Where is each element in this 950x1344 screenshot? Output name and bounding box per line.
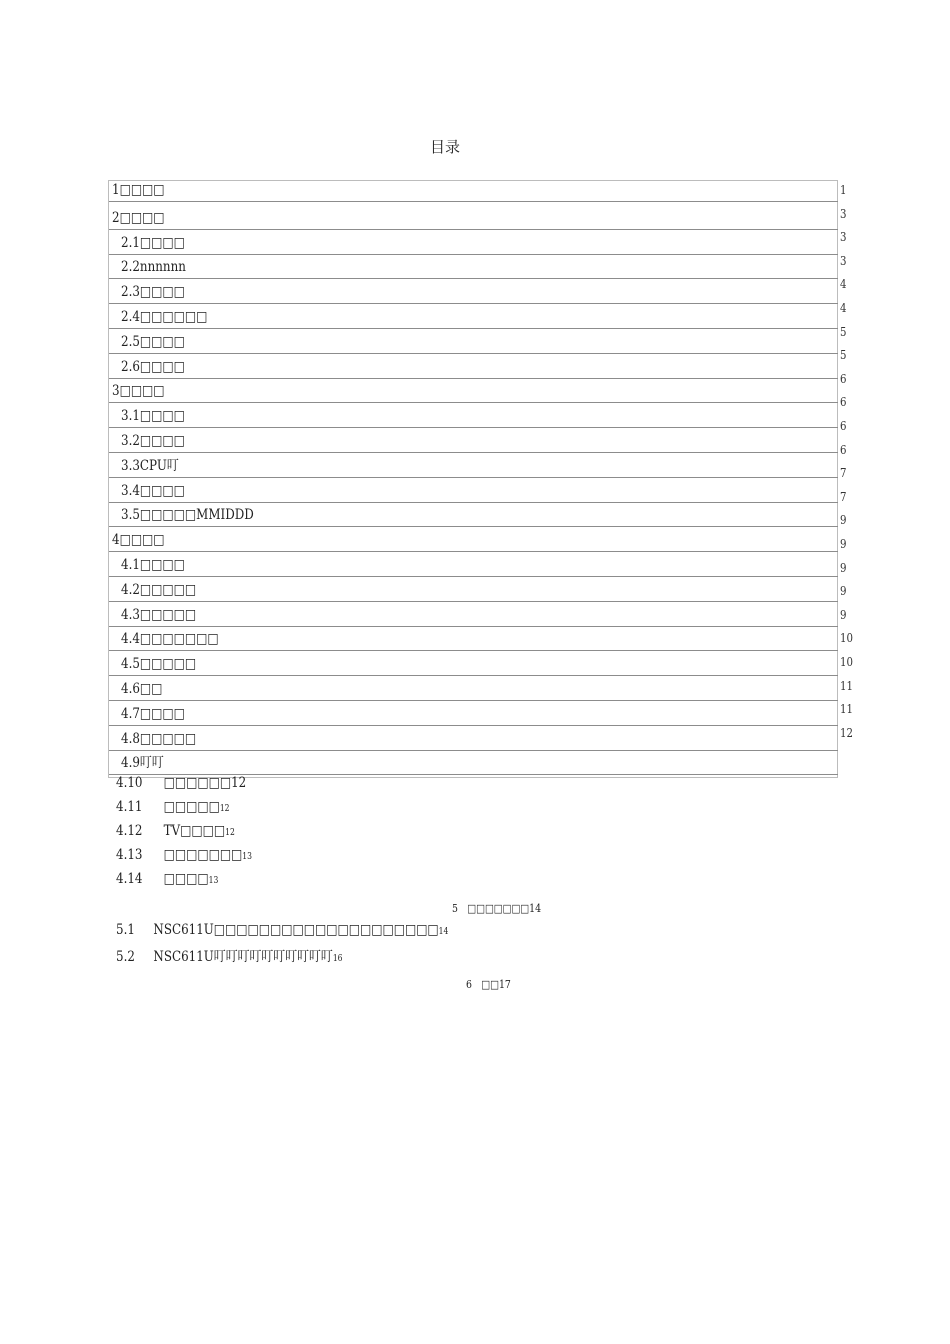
toc-entry-label: 3.2□□□□: [121, 433, 185, 449]
entry-title: □□□□□□: [163, 775, 232, 791]
entry-page: 13: [242, 852, 253, 862]
toc-entry[interactable]: [116, 823, 235, 839]
toc-entry-label: 4.2□□□□□: [121, 581, 197, 598]
toc-entry-label: 4.6□□: [121, 681, 163, 697]
entry-page: 13: [208, 876, 219, 886]
toc-page-number: 6: [840, 371, 847, 386]
entry-page: 14: [438, 927, 449, 937]
page-title: 目录: [429, 138, 460, 156]
toc-entry-label: 3.1□□□□: [121, 408, 185, 425]
toc-page-number: 11: [840, 678, 853, 693]
toc-page-number: 6: [840, 419, 847, 433]
entry-title: □□□□: [163, 871, 209, 887]
toc-entry-label: 4.1□□□□: [121, 557, 185, 573]
entry-title: □□□□□: [163, 799, 220, 815]
toc-entry-label: 2.6□□□□: [121, 358, 185, 375]
entry-title: NSC611U□□□□□□□□□□□□□□□□□□□□: [153, 922, 439, 938]
toc-page-number: 4: [840, 277, 847, 292]
toc-entry[interactable]: [116, 847, 252, 863]
toc-entry[interactable]: [109, 454, 838, 478]
toc-entry-label: 3.3CPU叮: [121, 457, 179, 474]
toc-entry[interactable]: [109, 578, 838, 602]
toc-entry-label: 4.8□□□□□: [121, 730, 197, 747]
toc-page-number: 6: [840, 395, 847, 410]
toc-page-number: 7: [840, 489, 847, 504]
entry-number: 4.13: [116, 847, 143, 863]
toc-page-number: 10: [840, 631, 853, 646]
toc-entry-label: 4□□□□: [112, 532, 165, 549]
entry-title: NSC611U叮叮叮叮叮叮叮叮叮叮: [153, 949, 333, 965]
entry-number: 4.12: [116, 823, 143, 839]
entry-number: 4.11: [116, 799, 143, 815]
toc-page-number: 3: [840, 253, 847, 268]
toc-table: [108, 180, 838, 778]
toc-entry-label: 2.1□□□□: [121, 234, 185, 251]
entry-page: 12: [225, 828, 235, 838]
toc-entry[interactable]: [109, 503, 838, 527]
toc-page-number: 12: [840, 725, 853, 740]
toc-page-number: 9: [840, 584, 847, 599]
toc-entry-label: 2.3□□□□: [121, 284, 185, 301]
toc-entry[interactable]: [109, 727, 838, 751]
toc-entry-label: 4.9叮叮: [121, 755, 164, 772]
toc-entry-label: 2.4□□□□□□: [121, 309, 208, 325]
entry-number: 5.1: [116, 922, 135, 938]
toc-page-number: 9: [840, 560, 847, 575]
toc-page-number: 6: [840, 442, 847, 457]
toc-entry[interactable]: [109, 379, 838, 403]
toc-entry-label: 4.7□□□□: [121, 705, 185, 722]
toc-entry-label: 4.4□□□□□□□: [121, 631, 219, 648]
toc-entry[interactable]: [109, 429, 838, 453]
toc-entry[interactable]: [109, 231, 838, 255]
chapter-5-heading: 5 □□□□□□□14: [452, 902, 542, 915]
toc-page-number: 11: [840, 702, 853, 717]
toc-entry[interactable]: [109, 702, 838, 726]
toc-entry[interactable]: [109, 330, 838, 354]
toc-entry[interactable]: [109, 206, 838, 230]
entry-title: □□□□□□□: [163, 847, 243, 863]
toc-page-number: 10: [840, 655, 853, 669]
toc-entry[interactable]: [109, 528, 838, 552]
toc-entry[interactable]: [109, 404, 838, 428]
toc-entry[interactable]: [109, 751, 838, 775]
toc-entry[interactable]: [109, 479, 838, 503]
entry-number: 5.2: [116, 949, 135, 965]
toc-page-number: 9: [840, 513, 847, 528]
entry-number: 4.10: [116, 775, 143, 791]
toc-page-number: 1: [840, 183, 847, 197]
entry-number: 4.14: [116, 871, 143, 887]
toc-entry[interactable]: [116, 922, 448, 938]
entry-page: 12: [231, 775, 247, 791]
toc-page-number: 3: [840, 206, 847, 221]
toc-page-number: 5: [840, 324, 847, 339]
toc-entry[interactable]: [116, 871, 218, 887]
toc-entry[interactable]: [109, 255, 838, 279]
toc-entry[interactable]: [109, 652, 838, 676]
toc-page-number: 9: [840, 607, 847, 622]
toc-entry[interactable]: [109, 355, 838, 379]
toc-entry[interactable]: [116, 799, 230, 815]
toc-entry[interactable]: [109, 305, 838, 329]
toc-entry[interactable]: [116, 775, 246, 791]
chapter-6-heading: 6 □□17: [466, 978, 511, 991]
entry-page: 16: [332, 954, 343, 964]
toc-page-number: 4: [840, 301, 847, 315]
toc-entry-label: 4.5□□□□□: [121, 656, 197, 673]
entry-page: 12: [219, 804, 230, 814]
toc-entry[interactable]: [116, 946, 343, 966]
toc-entry-label: 3□□□□: [112, 383, 165, 400]
toc-entry-label: 2.2nnnnnn: [121, 259, 186, 276]
toc-entry-label: 2□□□□: [112, 209, 165, 226]
toc-entry[interactable]: [109, 178, 838, 202]
toc-page-number: 7: [840, 466, 847, 481]
toc-page-number: 9: [840, 537, 847, 551]
toc-entry[interactable]: [109, 280, 838, 304]
toc-entry[interactable]: [109, 603, 838, 627]
toc-page-number: 3: [840, 230, 847, 245]
toc-page-number: 5: [840, 348, 847, 363]
toc-entry[interactable]: [109, 553, 838, 577]
toc-entry[interactable]: [109, 627, 838, 651]
toc-entry-label: 2.5□□□□: [121, 333, 185, 350]
toc-entry-label: 1□□□□: [112, 182, 165, 198]
toc-entry-label: 3.4□□□□: [121, 482, 185, 499]
toc-entry-label: 3.5□□□□□MMIDDD: [121, 507, 254, 524]
entry-title: TV□□□□: [163, 823, 226, 839]
toc-entry-label: 4.3□□□□□: [121, 606, 197, 623]
toc-entry[interactable]: [109, 677, 838, 701]
